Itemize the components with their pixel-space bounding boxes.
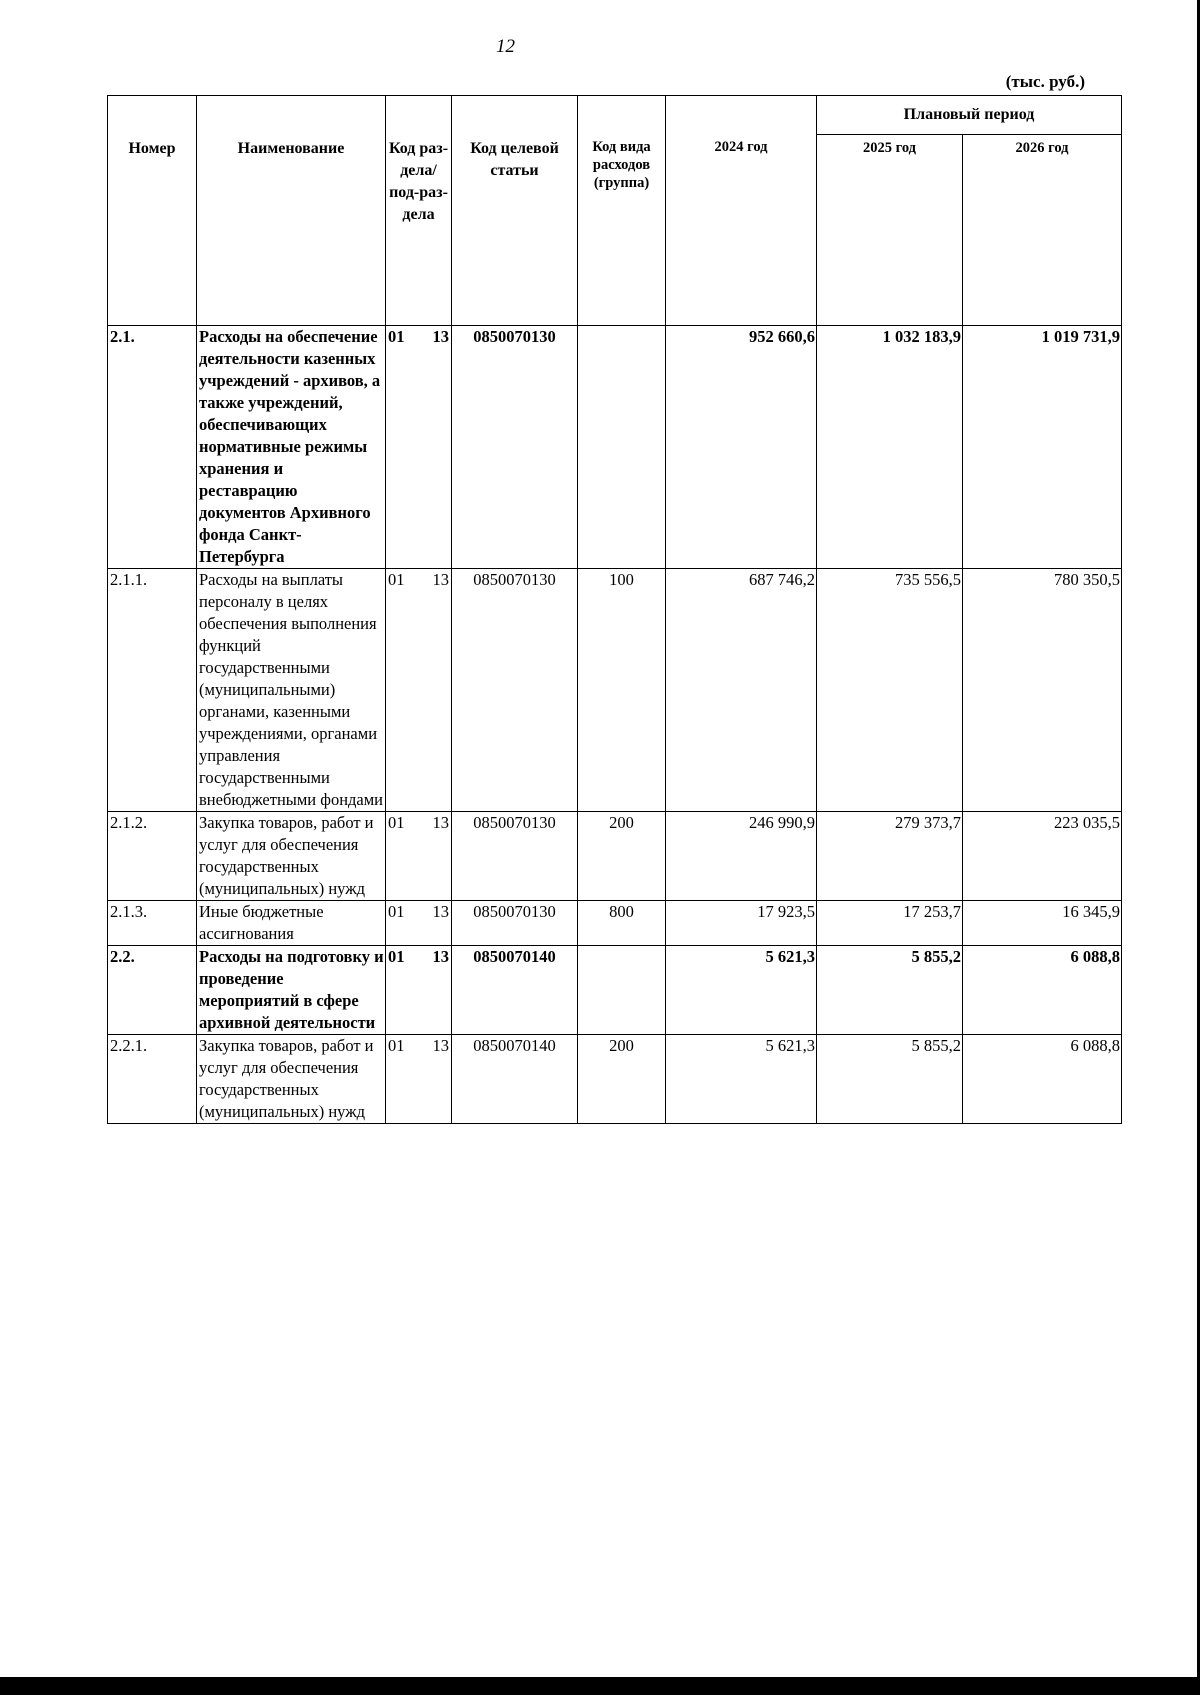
row-value-2026: 1 019 731,9 [963,326,1122,569]
row-expense-type: 200 [578,1035,666,1124]
row-expense-type [578,326,666,569]
subsection-code: 13 [432,570,449,589]
row-name: Закупка товаров, работ и услуг для обеспечения государственных (муниципальных) нужд [197,812,386,901]
row-number: 2.1.3. [108,901,197,946]
row-section-code [386,901,452,946]
row-value-2026: 16 345,9 [963,901,1122,946]
header-expense-type: Код вида расходов (группа) [578,96,666,326]
header-year-2025: 2025 год [817,135,963,326]
section-code: 01 [388,813,405,832]
subsection-code: 13 [432,813,449,832]
row-value-2025: 279 373,7 [817,812,963,901]
row-value-2026: 6 088,8 [963,1035,1122,1124]
section-code: 01 [388,902,405,921]
row-name: Расходы на выплаты персоналу в целях обеспечения выполнения функций государственными (муниципальными) органами, казенными учреждениями, органами управления государственными внебюджетными фондами [197,569,386,812]
budget-table [107,95,1122,1124]
subsection-code: 13 [432,902,449,921]
table-row [108,1035,1122,1124]
table-row [108,901,1122,946]
row-target-code: 0850070130 [452,326,578,569]
subsection-code: 13 [432,327,449,346]
row-section-code [386,1035,452,1124]
row-target-code: 0850070140 [452,946,578,1035]
row-name: Расходы на обеспечение деятельности казенных учреждений - архивов, а также учреждений, обеспечивающих нормативные режимы хранения и реставрацию документов Архивного фонда Санкт-Петербурга [197,326,386,569]
section-code: 01 [388,327,405,346]
row-section-code [386,326,452,569]
units-label: (тыс. руб.) [1005,72,1085,91]
row-value-2026: 223 035,5 [963,812,1122,901]
table-body [108,326,1122,1124]
row-value-2024: 17 923,5 [666,901,817,946]
header-number: Номер [108,96,197,326]
header-planned-period: Плановый период [817,96,1122,135]
row-number: 2.2. [108,946,197,1035]
row-expense-type [578,946,666,1035]
table-row [108,569,1122,812]
row-name: Расходы на подготовку и проведение мероприятий в сфере архивной деятельности [197,946,386,1035]
subsection-code: 13 [432,1036,449,1055]
row-expense-type: 100 [578,569,666,812]
page-number: 12 [496,36,515,57]
row-section-code [386,946,452,1035]
header-section-code: Код раз-дела/ под-раз-дела [386,96,452,326]
row-name: Иные бюджетные ассигнования [197,901,386,946]
row-target-code: 0850070130 [452,569,578,812]
row-value-2024: 5 621,3 [666,946,817,1035]
row-value-2025: 17 253,7 [817,901,963,946]
header-year-2024: 2024 год [666,96,817,326]
row-value-2024: 246 990,9 [666,812,817,901]
row-number: 2.1.2. [108,812,197,901]
row-target-code: 0850070130 [452,812,578,901]
row-section-code [386,812,452,901]
header-target-code: Код целевой статьи [452,96,578,326]
row-value-2024: 952 660,6 [666,326,817,569]
row-value-2024: 687 746,2 [666,569,817,812]
header-year-2026: 2026 год [963,135,1122,326]
section-code: 01 [388,570,405,589]
table-row [108,946,1122,1035]
row-expense-type: 200 [578,812,666,901]
row-value-2026: 780 350,5 [963,569,1122,812]
table-row [108,812,1122,901]
section-code: 01 [388,1036,405,1055]
row-value-2024: 5 621,3 [666,1035,817,1124]
row-value-2025: 5 855,2 [817,946,963,1035]
row-value-2025: 735 556,5 [817,569,963,812]
header-name: Наименование [197,96,386,326]
row-number: 2.1. [108,326,197,569]
row-number: 2.1.1. [108,569,197,812]
table-row [108,326,1122,569]
row-target-code: 0850070130 [452,901,578,946]
row-value-2025: 5 855,2 [817,1035,963,1124]
section-code: 01 [388,947,405,966]
subsection-code: 13 [432,947,449,966]
row-expense-type: 800 [578,901,666,946]
row-name: Закупка товаров, работ и услуг для обеспечения государственных (муниципальных) нужд [197,1035,386,1124]
row-target-code: 0850070140 [452,1035,578,1124]
row-value-2026: 6 088,8 [963,946,1122,1035]
row-section-code [386,569,452,812]
row-value-2025: 1 032 183,9 [817,326,963,569]
row-number: 2.2.1. [108,1035,197,1124]
